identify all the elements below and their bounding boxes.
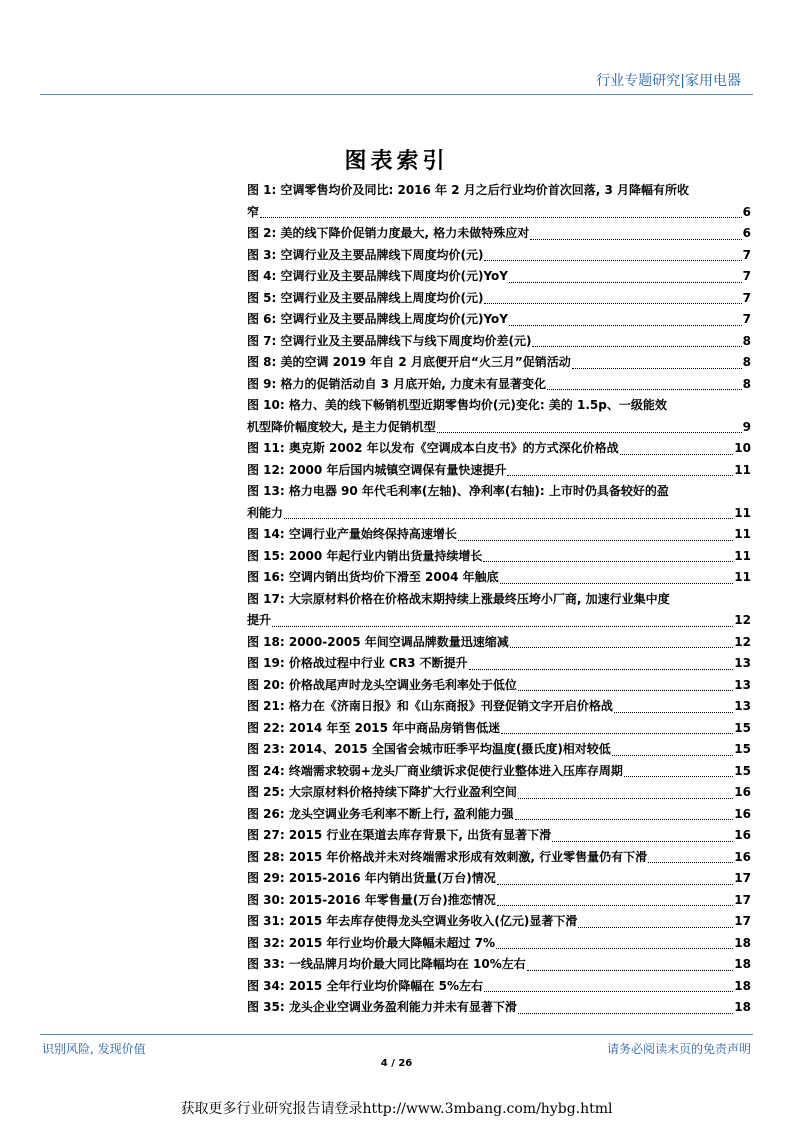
toc-entry-text: 图 6: 空调行业及主要品牌线上周度均价(元)YoY bbox=[247, 312, 508, 326]
toc-entry-text: 图 28: 2015 年价格战并未对终端需求形成有效刺激, 行业零售量仍有下滑 bbox=[247, 849, 648, 864]
toc-entry[interactable] bbox=[247, 696, 751, 718]
toc-dot-leader bbox=[648, 862, 733, 863]
toc-entry[interactable] bbox=[247, 868, 751, 890]
toc-entry[interactable] bbox=[247, 546, 751, 568]
toc-entry-text: 图 22: 2014 年至 2015 年中商品房销售低迷 bbox=[247, 720, 501, 735]
toc-entry-text: 图 8: 美的空调 2019 年自 2 月底便开启“火三月”促销活动 bbox=[247, 355, 571, 369]
toc-page-number: 13 bbox=[734, 656, 751, 670]
toc-entry[interactable] bbox=[247, 352, 751, 374]
toc-dot-leader bbox=[484, 991, 733, 992]
toc-dot-leader bbox=[572, 368, 742, 369]
toc-entry[interactable] bbox=[247, 567, 751, 589]
toc-entry[interactable] bbox=[247, 739, 751, 761]
toc-entry-text: 图 16: 空调内销出货均价下滑至 2004 年触底 bbox=[247, 570, 499, 584]
toc-entry[interactable] bbox=[247, 890, 751, 912]
toc-dot-leader bbox=[500, 583, 734, 584]
toc-page-number: 18 bbox=[734, 1000, 751, 1014]
toc-page-number: 16 bbox=[734, 785, 751, 799]
toc-entry-text: 图 29: 2015-2016 年内销出货量(万台)情况 bbox=[247, 871, 496, 885]
toc-entry[interactable] bbox=[247, 288, 751, 310]
toc-dot-leader bbox=[518, 798, 733, 799]
toc-dot-leader bbox=[284, 518, 733, 519]
toc-entry-text: 图 35: 龙头企业空调业务盈利能力并未有显著下滑 bbox=[247, 1000, 517, 1014]
toc-dot-leader bbox=[612, 755, 733, 756]
toc-entry-text: 图 31: 2015 年去库存使得龙头空调业务收入(亿元)显著下滑 bbox=[247, 914, 578, 928]
toc-page-number: 8 bbox=[742, 355, 751, 369]
toc-page-number: 9 bbox=[742, 419, 751, 434]
toc-page-number: 17 bbox=[734, 892, 751, 907]
toc-entry[interactable] bbox=[247, 266, 751, 288]
toc-entry-text: 图 5: 空调行业及主要品牌线上周度均价(元) bbox=[247, 290, 484, 305]
toc-entry-text: 图 11: 奥克斯 2002 年以发布《空调成本白皮书》的方式深化价格战 bbox=[247, 441, 619, 455]
toc-entry[interactable] bbox=[247, 954, 751, 976]
toc-entry-text: 图 18: 2000-2005 年间空调品牌数量迅速缩减 bbox=[247, 634, 509, 649]
toc-entry[interactable] bbox=[247, 933, 751, 955]
toc-dot-leader bbox=[509, 325, 742, 326]
toc-entry[interactable] bbox=[247, 761, 751, 783]
toc-dot-leader bbox=[497, 884, 734, 885]
toc-page-number: 8 bbox=[742, 333, 751, 348]
toc-entry-text: 图 20: 价格战尾声时龙头空调业务毛利率处于低位 bbox=[247, 677, 517, 692]
toc-entry[interactable] bbox=[247, 718, 751, 740]
toc-entry-text-line1: 图 10: 格力、美的线下畅销机型近期零售均价(元)变化: 美的 1.5p、一级能效 bbox=[247, 398, 667, 412]
download-banner[interactable]: 获取更多行业研究报告请登录http://www.3mbang.com/hybg.html bbox=[180, 1101, 613, 1117]
toc-page-number: 16 bbox=[734, 828, 751, 842]
toc-dot-leader bbox=[578, 927, 733, 928]
toc-page-number: 11 bbox=[734, 570, 751, 584]
toc-dot-leader bbox=[458, 540, 733, 541]
toc-page-number: 13 bbox=[734, 677, 751, 692]
toc-entry[interactable] bbox=[247, 847, 751, 869]
toc-entry-text: 图 26: 龙头空调业务毛利率不断上行, 盈利能力强 bbox=[247, 806, 514, 821]
toc-entry-text: 图 14: 空调行业产量始终保持高速增长 bbox=[247, 527, 457, 541]
toc-page-number: 15 bbox=[734, 742, 751, 756]
toc-entry[interactable] bbox=[247, 374, 751, 396]
toc-dot-leader bbox=[552, 841, 733, 842]
toc-entry[interactable] bbox=[247, 395, 751, 438]
toc-page-number: 11 bbox=[734, 527, 751, 541]
toc-entry-text: 图 33: 一线品牌月均价最大同比降幅均在 10%左右 bbox=[247, 957, 526, 971]
toc-entry[interactable] bbox=[247, 675, 751, 697]
toc-entry[interactable] bbox=[247, 632, 751, 654]
toc-dot-leader bbox=[624, 776, 733, 777]
toc-entry-text: 图 32: 2015 年行业均价最大降幅未超过 7% bbox=[247, 935, 495, 950]
toc-entry-text: 图 34: 2015 全年行业均价降幅在 5%左右 bbox=[247, 978, 483, 993]
toc-dot-leader bbox=[530, 239, 741, 240]
footer-divider bbox=[40, 1034, 753, 1035]
toc-entry[interactable] bbox=[247, 223, 751, 245]
toc-page-number: 6 bbox=[742, 226, 751, 240]
toc-entry[interactable] bbox=[247, 589, 751, 632]
toc-entry-text: 图 30: 2015-2016 年零售量(万台)推恋情况 bbox=[247, 892, 496, 907]
toc-dot-leader bbox=[532, 346, 741, 347]
toc-entry-text-line2: 提升 bbox=[247, 613, 272, 627]
toc-page-number: 15 bbox=[734, 720, 751, 735]
toc-page-number: 16 bbox=[734, 806, 751, 821]
toc-entry[interactable] bbox=[247, 997, 751, 1019]
toc-dot-leader bbox=[496, 948, 733, 949]
toc-page-number: 12 bbox=[734, 634, 751, 649]
toc-page-number: 10 bbox=[734, 441, 751, 455]
toc-dot-leader bbox=[507, 475, 733, 476]
toc-dot-leader bbox=[484, 260, 741, 261]
toc-entry-text-line1: 图 13: 格力电器 90 年代毛利率(左轴)、净利率(右轴): 上市时仍具备较好的盈 bbox=[247, 484, 669, 498]
toc-dot-leader bbox=[483, 561, 733, 562]
toc-page-number: 17 bbox=[734, 871, 751, 885]
toc-dot-leader bbox=[484, 303, 741, 304]
toc-entry[interactable] bbox=[247, 653, 751, 675]
toc-entry-text: 图 21: 格力在《济南日报》和《山东商报》刊登促销文字开启价格战 bbox=[247, 699, 613, 713]
toc-dot-leader bbox=[510, 647, 733, 648]
toc-entry-text: 图 7: 空调行业及主要品牌线下与线下周度均价差(元) bbox=[247, 333, 532, 348]
toc-page-number: 7 bbox=[742, 312, 751, 326]
toc-entry-text: 图 15: 2000 年起行业内销出货量持续增长 bbox=[247, 548, 483, 563]
toc-entry[interactable] bbox=[247, 331, 751, 353]
toc-dot-leader bbox=[614, 712, 733, 713]
figure-index-list bbox=[247, 180, 751, 1019]
toc-page-number: 11 bbox=[734, 462, 751, 477]
page-number: 4 / 26 bbox=[380, 1058, 413, 1069]
toc-dot-leader bbox=[620, 454, 734, 455]
toc-dot-leader bbox=[272, 626, 733, 627]
toc-entry[interactable] bbox=[247, 524, 751, 546]
toc-entry[interactable] bbox=[247, 481, 751, 524]
toc-entry[interactable] bbox=[247, 245, 751, 267]
footer-slogan: 识别风险, 发现价值 bbox=[42, 1042, 146, 1056]
toc-entry-text: 图 2: 美的线下降价促销力度最大, 格力未做特殊应对 bbox=[247, 226, 530, 240]
toc-dot-leader bbox=[527, 970, 734, 971]
toc-dot-leader bbox=[518, 690, 733, 691]
toc-entry-text: 图 27: 2015 行业在渠道去库存背景下, 出货有显著下滑 bbox=[247, 828, 552, 842]
toc-entry-text: 图 19: 价格战过程中行业 CR3 不断提升 bbox=[247, 656, 468, 670]
toc-page-number: 18 bbox=[734, 957, 751, 971]
toc-entry-text-line2: 机型降价幅度较大, 是主力促销机型 bbox=[247, 419, 436, 434]
toc-entry-text: 图 23: 2014、2015 全国省会城市旺季平均温度(摄氏度)相对较低 bbox=[247, 742, 611, 756]
toc-dot-leader bbox=[547, 389, 742, 390]
page-title: 图表索引 bbox=[344, 148, 449, 174]
toc-entry-text: 图 12: 2000 年后国内城镇空调保有量快速提升 bbox=[247, 462, 507, 477]
toc-entry[interactable] bbox=[247, 911, 751, 933]
toc-page-number: 13 bbox=[734, 699, 751, 713]
toc-entry[interactable] bbox=[247, 460, 751, 482]
toc-page-number: 6 bbox=[742, 204, 751, 219]
toc-entry-text-line1: 图 17: 大宗原材料价格在价格战末期持续上涨最终压垮小厂商, 加速行业集中度 bbox=[247, 591, 670, 606]
toc-dot-leader bbox=[437, 432, 742, 433]
toc-page-number: 16 bbox=[734, 849, 751, 864]
toc-entry-text-line2: 利能力 bbox=[247, 505, 284, 520]
toc-entry-text: 图 4: 空调行业及主要品牌线下周度均价(元)YoY bbox=[247, 269, 508, 283]
toc-entry[interactable] bbox=[247, 782, 751, 804]
toc-entry[interactable] bbox=[247, 309, 751, 331]
toc-page-number: 7 bbox=[742, 247, 751, 262]
header-title: 行业专题研究|家用电器 bbox=[596, 73, 741, 89]
toc-page-number: 18 bbox=[734, 978, 751, 993]
toc-dot-leader bbox=[260, 217, 742, 218]
toc-entry[interactable] bbox=[247, 976, 751, 998]
toc-entry-text-line1: 图 1: 空调零售均价及同比: 2016 年 2 月之后行业均价首次回落, 3 月降幅有所收 bbox=[247, 183, 690, 197]
toc-page-number: 12 bbox=[734, 613, 751, 627]
toc-dot-leader bbox=[469, 669, 734, 670]
toc-page-number: 15 bbox=[734, 763, 751, 778]
footer-disclaimer-note: 请务必阅读末页的免责声明 bbox=[606, 1042, 751, 1056]
toc-entry-text: 图 3: 空调行业及主要品牌线下周度均价(元) bbox=[247, 247, 484, 262]
toc-entry-text: 图 25: 大宗原材料价格持续下降扩大行业盈利空间 bbox=[247, 785, 517, 799]
toc-entry[interactable] bbox=[247, 804, 751, 826]
toc-entry[interactable] bbox=[247, 180, 751, 223]
toc-entry[interactable] bbox=[247, 438, 751, 460]
toc-dot-leader bbox=[518, 1013, 733, 1014]
toc-entry-text: 图 9: 格力的促销活动自 3 月底开始, 力度未有显著变化 bbox=[247, 376, 546, 391]
toc-dot-leader bbox=[501, 733, 733, 734]
toc-page-number: 7 bbox=[742, 290, 751, 305]
toc-entry[interactable] bbox=[247, 825, 751, 847]
header-divider bbox=[40, 94, 753, 95]
toc-entry-text-line2: 窄 bbox=[247, 204, 260, 219]
toc-dot-leader bbox=[497, 905, 734, 906]
toc-page-number: 11 bbox=[734, 505, 751, 520]
toc-page-number: 17 bbox=[734, 914, 751, 928]
toc-page-number: 11 bbox=[734, 548, 751, 563]
toc-page-number: 7 bbox=[742, 269, 751, 283]
toc-entry-text: 图 24: 终端需求较弱+龙头厂商业绩诉求促使行业整体进入压库存周期 bbox=[247, 763, 623, 778]
toc-dot-leader bbox=[509, 282, 742, 283]
toc-dot-leader bbox=[515, 819, 734, 820]
toc-page-number: 8 bbox=[742, 376, 751, 391]
toc-page-number: 18 bbox=[734, 935, 751, 950]
